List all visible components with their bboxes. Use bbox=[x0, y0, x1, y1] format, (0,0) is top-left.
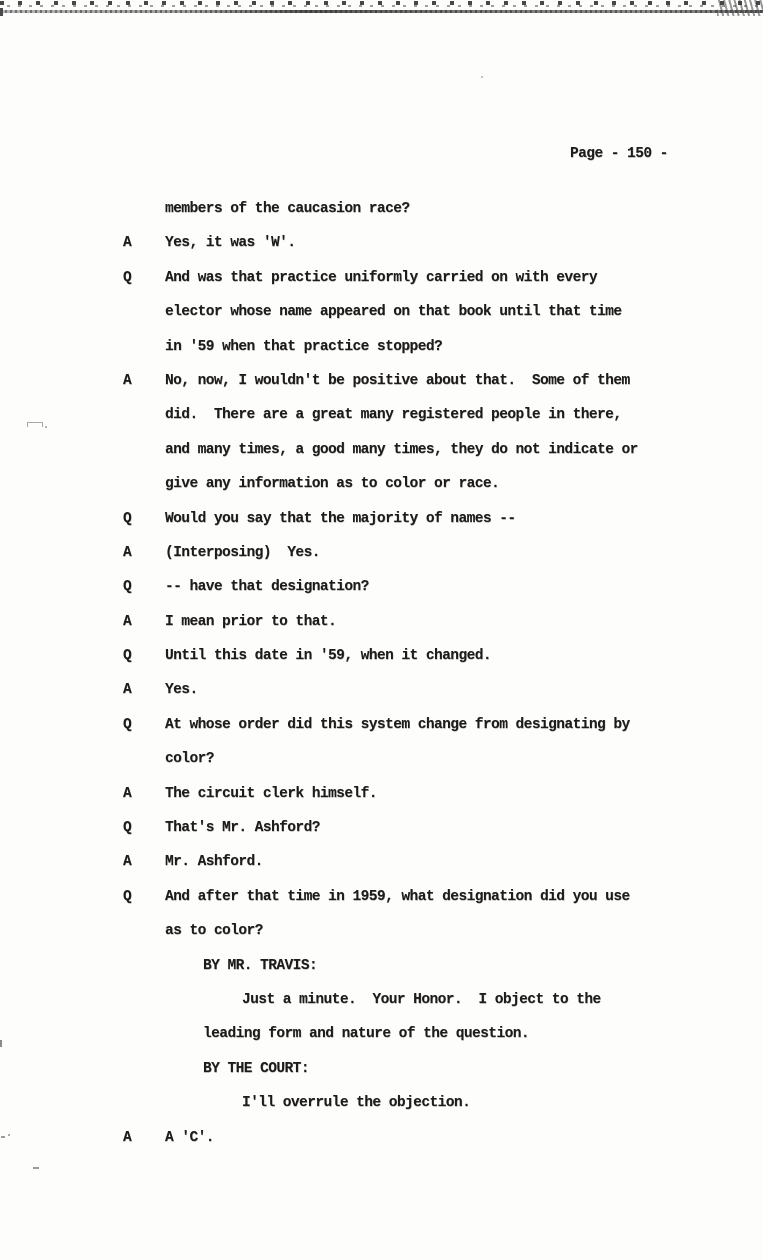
speaker-marker: Q bbox=[123, 648, 132, 665]
line-text: Until this date in '59, when it changed. bbox=[165, 648, 492, 665]
line-text: I'll overrule the objection. bbox=[242, 1095, 471, 1112]
transcript-line bbox=[0, 1130, 763, 1164]
line-text: color? bbox=[165, 751, 214, 768]
line-text: in '59 when that practice stopped? bbox=[165, 338, 443, 355]
line-text: No, now, I wouldn't be positive about that. Some of them bbox=[165, 372, 630, 389]
transcript-line bbox=[0, 820, 763, 854]
page-number: Page - 150 - bbox=[570, 146, 668, 162]
line-text: Mr. Ashford. bbox=[165, 854, 263, 871]
line-text: The circuit clerk himself. bbox=[165, 785, 377, 802]
transcript-line bbox=[0, 579, 763, 613]
transcript-line bbox=[0, 614, 763, 648]
line-text: Yes. bbox=[165, 682, 198, 699]
speaker-marker: Q bbox=[123, 888, 132, 905]
transcript-line bbox=[0, 682, 763, 716]
line-text: give any information as to color or race. bbox=[165, 476, 500, 493]
scan-edge-tick bbox=[0, 8, 3, 16]
transcript-line bbox=[0, 648, 763, 682]
transcript-line bbox=[0, 751, 763, 785]
transcript-line bbox=[0, 339, 763, 373]
speaker-marker: Q bbox=[123, 510, 132, 527]
line-text: And was that practice uniformly carried on with every bbox=[165, 269, 598, 286]
line-text: members of the caucasion race? bbox=[165, 201, 410, 217]
transcript-line bbox=[0, 201, 763, 235]
transcript-line bbox=[0, 1026, 763, 1060]
line-text: That's Mr. Ashford? bbox=[165, 820, 320, 837]
speaker-marker: Q bbox=[123, 269, 132, 286]
transcript-line bbox=[0, 373, 763, 407]
transcript-line bbox=[0, 407, 763, 441]
scan-speck bbox=[27, 422, 43, 427]
line-text: I mean prior to that. bbox=[165, 613, 337, 630]
line-text: -- have that designation? bbox=[165, 579, 369, 596]
speaker-marker: Q bbox=[123, 820, 132, 837]
line-text: did. There are a great many registered people in there, bbox=[165, 407, 622, 424]
speaker-marker: A bbox=[123, 682, 132, 699]
line-text: elector whose name appeared on that book until that time bbox=[165, 304, 622, 321]
line-text: and many times, a good many times, they do not indicate or bbox=[165, 441, 638, 458]
line-text: Yes, it was 'W'. bbox=[165, 235, 296, 252]
scan-speck bbox=[33, 1167, 39, 1169]
line-text: as to color? bbox=[165, 923, 263, 940]
transcript-body bbox=[0, 201, 763, 1164]
speaker-marker: Q bbox=[123, 579, 132, 596]
transcript-line bbox=[0, 923, 763, 957]
transcript-line bbox=[0, 545, 763, 579]
transcript-line bbox=[0, 1095, 763, 1129]
line-text: (Interposing) Yes. bbox=[165, 544, 320, 561]
speaker-marker: A bbox=[123, 785, 132, 802]
transcript-line bbox=[0, 854, 763, 888]
transcript-line bbox=[0, 889, 763, 923]
transcript-line bbox=[0, 511, 763, 545]
line-text: And after that time in 1959, what designation did you use bbox=[165, 888, 630, 905]
speaker-marker: Q bbox=[123, 716, 132, 733]
scan-edge-rule bbox=[0, 10, 763, 13]
line-text: Would you say that the majority of names -- bbox=[165, 510, 516, 527]
line-text: At whose order did this system change from designating by bbox=[165, 716, 630, 733]
scan-speck bbox=[1, 1136, 5, 1138]
line-text: BY THE COURT: bbox=[203, 1060, 309, 1077]
scan-edge-dashes bbox=[0, 0, 763, 8]
line-text: A 'C'. bbox=[165, 1129, 214, 1146]
line-text: Just a minute. Your Honor. I object to the bbox=[242, 991, 601, 1008]
scan-speck bbox=[481, 76, 483, 78]
transcript-line bbox=[0, 717, 763, 751]
transcript-line bbox=[0, 476, 763, 510]
line-text: BY MR. TRAVIS: bbox=[203, 957, 318, 974]
speaker-marker: A bbox=[123, 544, 132, 561]
transcript-line bbox=[0, 235, 763, 269]
scan-edge-corner-noise bbox=[717, 0, 763, 16]
transcript-line bbox=[0, 304, 763, 338]
transcript-line bbox=[0, 270, 763, 304]
transcript-line bbox=[0, 786, 763, 820]
scan-speck bbox=[8, 1134, 10, 1136]
speaker-marker: A bbox=[123, 235, 132, 252]
speaker-marker: A bbox=[123, 372, 132, 389]
speaker-marker: A bbox=[123, 854, 132, 871]
transcript-line bbox=[0, 1061, 763, 1095]
transcript-line bbox=[0, 992, 763, 1026]
transcript-line bbox=[0, 442, 763, 476]
speaker-marker: A bbox=[123, 1129, 132, 1146]
line-text: leading form and nature of the question. bbox=[203, 1026, 530, 1043]
transcript-line bbox=[0, 958, 763, 992]
scan-speck bbox=[45, 426, 47, 428]
scan-speck bbox=[0, 1040, 2, 1047]
scan-edge-artifact bbox=[0, 0, 763, 20]
speaker-marker: A bbox=[123, 613, 132, 630]
